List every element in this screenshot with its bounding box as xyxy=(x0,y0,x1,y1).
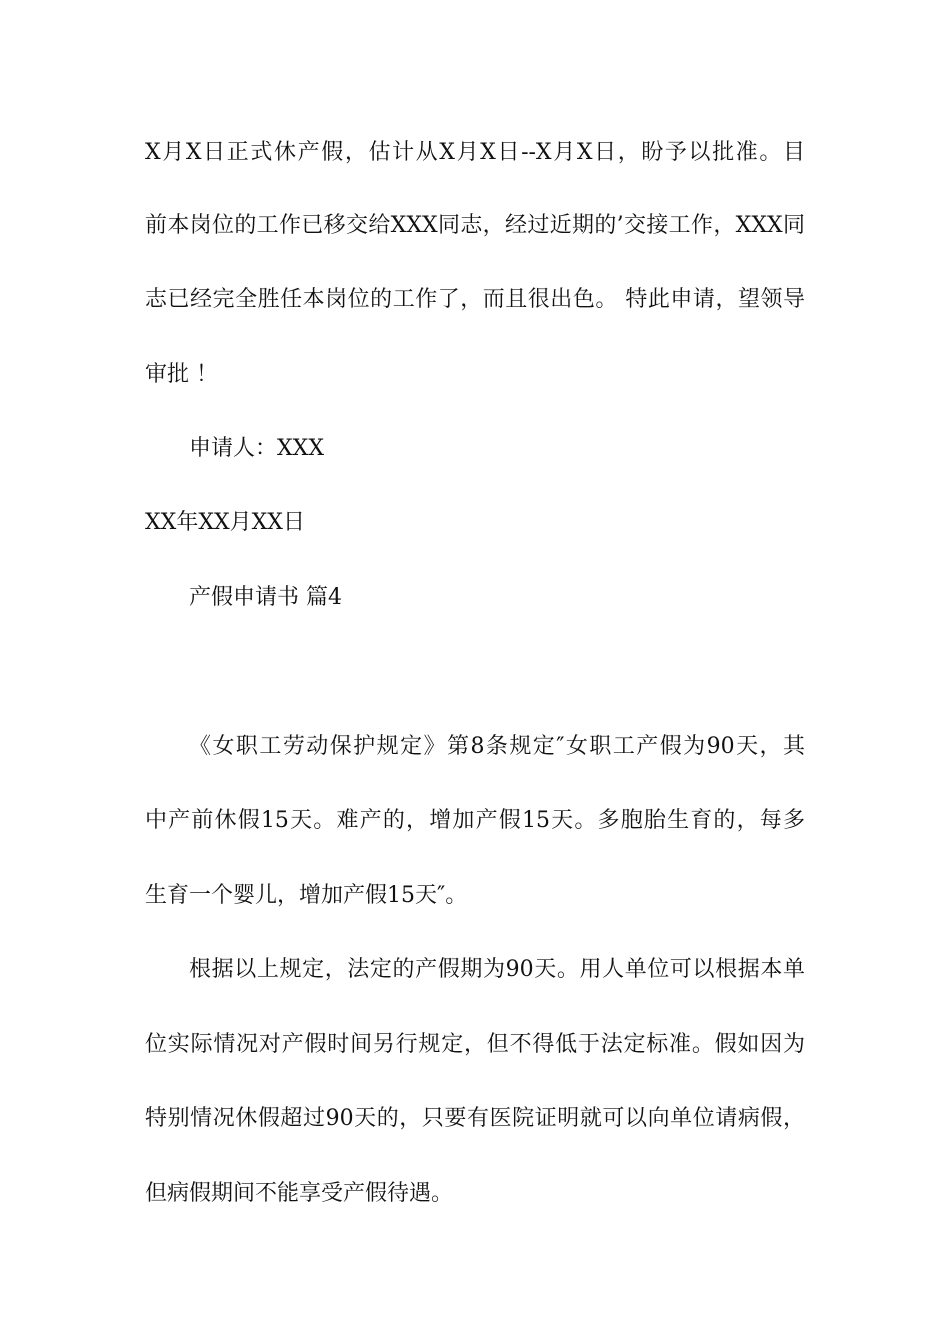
text-line: 审批 ！ xyxy=(145,362,218,387)
text-line: 生育一个婴儿，增加产假15天″。 xyxy=(145,883,468,908)
section-heading: 产假申请书 篇4 xyxy=(189,585,342,610)
text-line: 前本岗位的工作已移交给XXX同志，经过近期的’交接工作，XXX同 xyxy=(145,213,805,238)
text-line: 根据以上规定，法定的产假期为90天。用人单位可以根据本单 xyxy=(189,957,805,982)
text-line: 特别情况休假超过90天的，只要有医院证明就可以向单位请病假， xyxy=(145,1106,805,1131)
date-line: XX年XX月XX日 xyxy=(145,510,305,535)
text-line: X月X日正式休产假，估计从X月X日--X月X日，盼予以批准。目 xyxy=(145,140,805,165)
text-line: 中产前休假15天。难产的，增加产假15天。多胞胎生育的，每多 xyxy=(145,808,805,833)
text-line: 志已经完全胜任本岗位的工作了，而且很出色。 特此申请，望领导 xyxy=(145,287,805,312)
applicant-line: 申请人：XXX xyxy=(189,436,324,461)
text-line: 位实际情况对产假时间另行规定，但不得低于法定标准。假如因为 xyxy=(145,1032,805,1057)
text-line: 但病假期间不能享受产假待遇。 xyxy=(145,1181,454,1206)
text-line: 《女职工劳动保护规定》第8条规定″女职工产假为90天，其 xyxy=(189,734,805,759)
